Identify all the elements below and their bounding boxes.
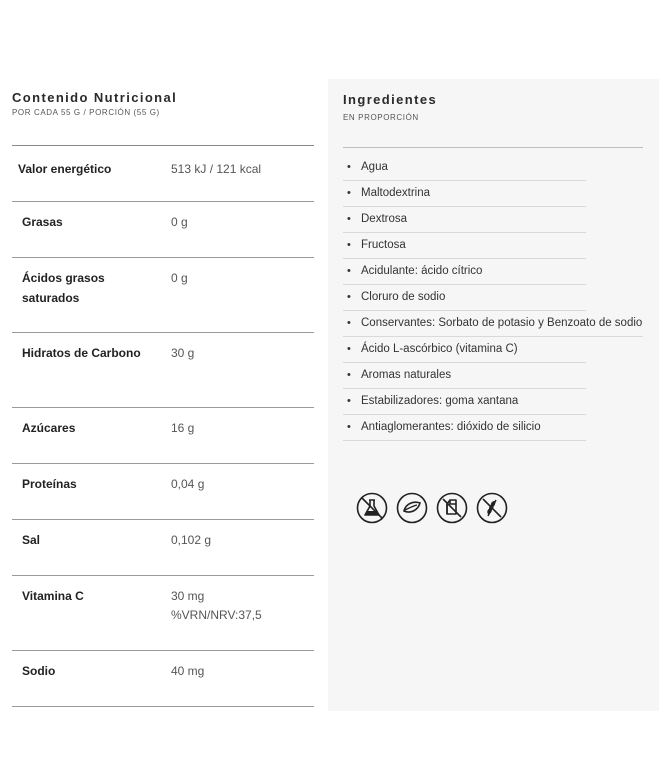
nutrient-value: 16 g bbox=[171, 421, 195, 435]
ingredients-list bbox=[343, 155, 643, 441]
list-item bbox=[343, 389, 586, 415]
nutrient-label: Sal bbox=[22, 533, 41, 547]
bullet: • bbox=[347, 187, 351, 199]
bullet: • bbox=[347, 161, 351, 173]
nutrition-row bbox=[12, 333, 314, 408]
nutrient-label: Valor energético bbox=[18, 162, 112, 176]
ingredient-text: Ácido L-ascórbico (vitamina C) bbox=[361, 343, 518, 355]
list-item bbox=[343, 207, 586, 233]
bullet: • bbox=[347, 395, 351, 407]
nutrient-value: 0 g bbox=[171, 271, 188, 285]
list-item bbox=[343, 285, 586, 311]
ingredient-text: Acidulante: ácido cítrico bbox=[361, 265, 483, 277]
nutrient-value: 30 mg bbox=[171, 589, 205, 603]
bullet: • bbox=[347, 239, 351, 251]
nutrient-value: 0,04 g bbox=[171, 477, 205, 491]
vegan-leaf-icon bbox=[396, 492, 428, 524]
bullet: • bbox=[347, 369, 351, 381]
ingredient-text: Aromas naturales bbox=[361, 369, 452, 381]
diet-icons bbox=[356, 492, 508, 524]
nutrition-row bbox=[12, 651, 314, 707]
list-item bbox=[343, 363, 586, 389]
ingredient-text: Maltodextrina bbox=[361, 187, 431, 199]
ingredient-text: Cloruro de sodio bbox=[361, 291, 446, 303]
list-item bbox=[343, 181, 586, 207]
nutrition-row bbox=[12, 408, 314, 464]
nutrition-row bbox=[12, 258, 314, 333]
ingredient-text: Estabilizadores: goma xantana bbox=[361, 395, 519, 407]
bullet: • bbox=[347, 317, 351, 329]
no-lactose-icon bbox=[436, 492, 468, 524]
nutrition-row bbox=[12, 576, 314, 651]
no-alcohol-icon bbox=[356, 492, 388, 524]
bullet: • bbox=[347, 421, 351, 433]
list-item bbox=[343, 415, 586, 441]
nutrition-subtitle: POR CADA 55 G / PORCIÓN (55 G) bbox=[12, 108, 160, 117]
ingredient-text: Fructosa bbox=[361, 239, 406, 251]
nutrient-value-secondary: %VRN/NRV:37,5 bbox=[171, 608, 262, 622]
bullet: • bbox=[347, 265, 351, 277]
nutrient-value: 0,102 g bbox=[171, 533, 212, 547]
nutrient-label: Ácidos grasos saturados bbox=[22, 271, 105, 305]
bullet: • bbox=[347, 343, 351, 355]
nutrient-value: 30 g bbox=[171, 346, 195, 360]
list-item bbox=[343, 337, 586, 363]
nutrient-value: 0 g bbox=[171, 215, 188, 229]
nutrient-label: Hidratos de Carbono bbox=[22, 346, 141, 360]
bullet: • bbox=[347, 213, 351, 225]
nutrition-row bbox=[12, 202, 314, 258]
ingredients-subtitle: EN PROPORCIÓN bbox=[343, 113, 419, 122]
ingredients-title: Ingredientes bbox=[343, 92, 438, 107]
nutrition-row bbox=[12, 464, 314, 520]
nutrition-row bbox=[12, 146, 314, 202]
nutrient-label: Proteínas bbox=[22, 477, 77, 491]
nutrient-label: Sodio bbox=[22, 664, 56, 678]
list-item bbox=[343, 311, 643, 337]
nutrition-table bbox=[12, 145, 314, 707]
nutrition-title: Contenido Nutricional bbox=[12, 90, 178, 105]
ingredients-section bbox=[328, 79, 659, 711]
bullet: • bbox=[347, 291, 351, 303]
list-item bbox=[343, 155, 586, 181]
list-item bbox=[343, 259, 586, 285]
ingredients-divider bbox=[343, 147, 643, 148]
ingredient-text: Antiaglomerantes: dióxido de silicio bbox=[361, 421, 541, 433]
ingredient-text: Dextrosa bbox=[361, 213, 408, 225]
nutrient-value: 513 kJ / 121 kcal bbox=[171, 162, 262, 176]
nutrient-label: Vitamina C bbox=[22, 589, 84, 603]
nutrient-label: Grasas bbox=[22, 215, 63, 229]
nutrition-row bbox=[12, 520, 314, 576]
nutrient-value: 40 mg bbox=[171, 664, 205, 678]
list-item bbox=[343, 233, 586, 259]
nutrient-label: Azúcares bbox=[22, 421, 76, 435]
gluten-free-icon bbox=[476, 492, 508, 524]
ingredient-text: Conservantes: Sorbato de potasio y Benzoato de sodio bbox=[361, 317, 643, 329]
nutrition-section bbox=[12, 90, 314, 707]
ingredient-text: Agua bbox=[361, 161, 388, 173]
